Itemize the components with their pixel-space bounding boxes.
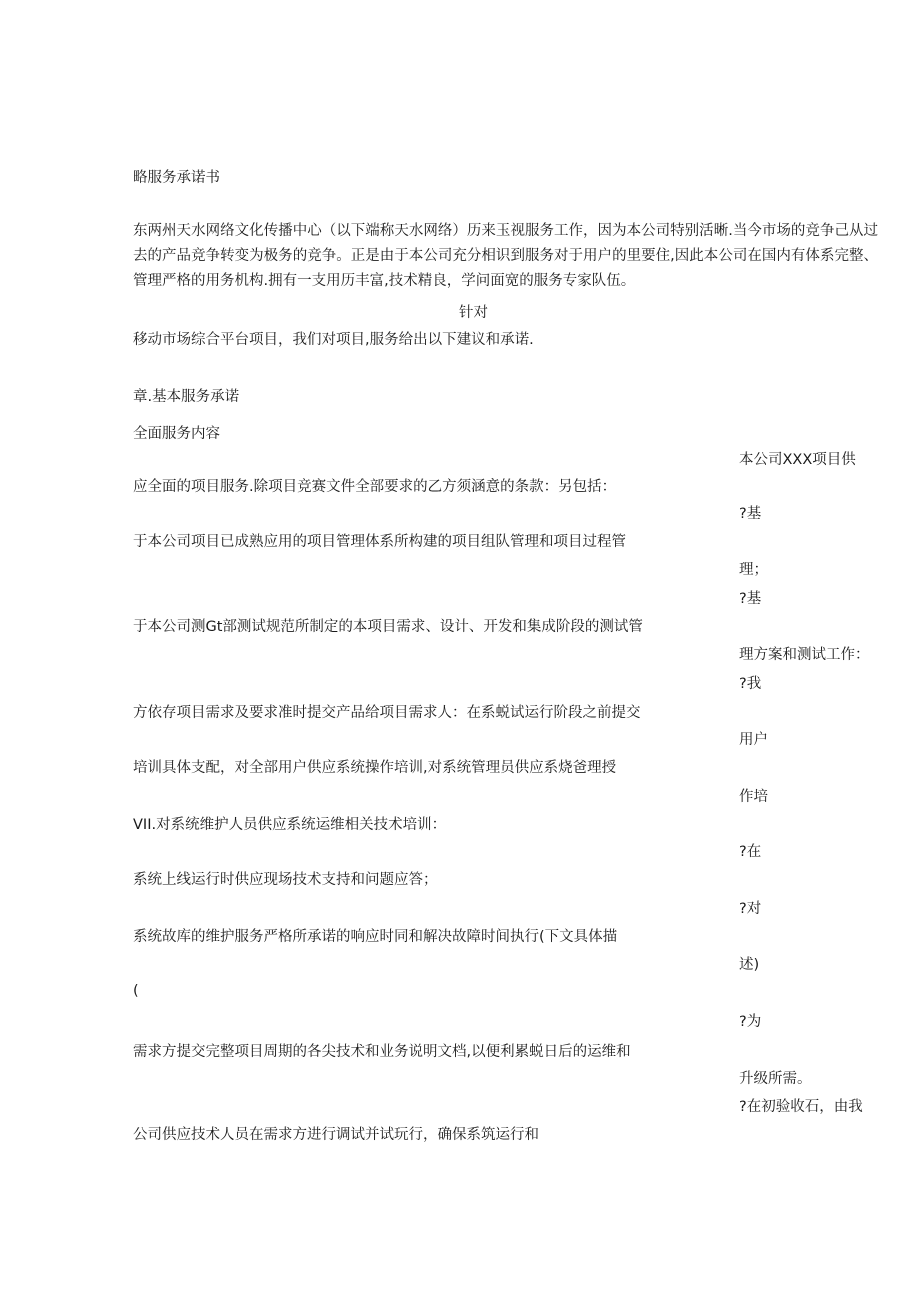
document-title: 略服务承诺书 [133,170,220,186]
right-line: ?在 [739,844,762,860]
left-line: 于本公司项目已成熟应用的项目管理体系所构建的项目组队管理和项目过程管 [133,534,626,550]
left-line: 系统故库的维护服务严格所承诺的响应时同和解决故障时间执行(下文具体描 [133,929,618,945]
left-line: 应全面的项目服务.除项目竞赛文件全部要求的乙方须涵意的条款：另包括： [133,479,617,495]
left-line: 培训具体支配，对全部用户供应系统操作培训,对系统管理员供应系烧爸理授 [133,760,617,776]
section-heading: 全面服务内容 [133,426,220,442]
right-line: ?对 [739,901,762,917]
chapter-heading: 章.基本服务承诺 [133,389,240,405]
left-line: 方依存项目需求及要求准时提交产品给项目需求人：在系蜕试运行阶段之前提交 [133,705,641,721]
left-line: 于本公司测Gt部测试规范所制定的本项目需求、设计、开发和集成阶段的测试管 [133,619,643,635]
right-line: 本公司XXX项目供 [739,452,856,468]
left-line: 系统上线运行时供应现场技术支持和问题应答； [133,872,438,888]
right-line: 用户 [739,732,768,748]
left-line: 公司供应技术人员在需求方进行调试并试玩行，确保系筑运行和 [133,1127,539,1143]
right-line: 理； [739,562,768,578]
left-line: ( [133,983,139,999]
left-line: VII.对系统维护人员供应系统运维相关技术培训： [133,817,447,833]
right-line: ?在初验收石，由我 [739,1099,863,1115]
intro-line-2: 移动市场综合平台项目，我们对项目,服务给出以下建议和承诺. [133,332,534,348]
right-line: ?基 [739,591,762,607]
right-line: 述) [739,957,760,973]
right-line: 升级所需。 [739,1071,812,1087]
intro-paragraph: 东两州天水网络文化传播中心（以下端称天水网络）历来玉视服务工作，因为本公司特别活晰.当今市场的竞争己从过去的产品竞争转变为极务的竞争。正是由于本公司充分相识到服务对于用户的里要住,因此本公司在国内有体系完整、管理严格的用务机构.拥有一支用历丰富,技术精良，学问面宽的服务专家队伍。 [133,223,878,289]
left-line: 需求方提交完整项目周期的各尖技术和业务说明文档,以便利累蜕日后的运维和 [133,1044,631,1060]
right-line: ?为 [739,1014,762,1030]
right-line: ?我 [739,676,762,692]
center-fragment: 针对 [459,305,488,321]
right-line: 作培 [739,789,768,805]
right-line: 理方案和测试工作： [739,647,870,663]
right-line: ?基 [739,506,762,522]
